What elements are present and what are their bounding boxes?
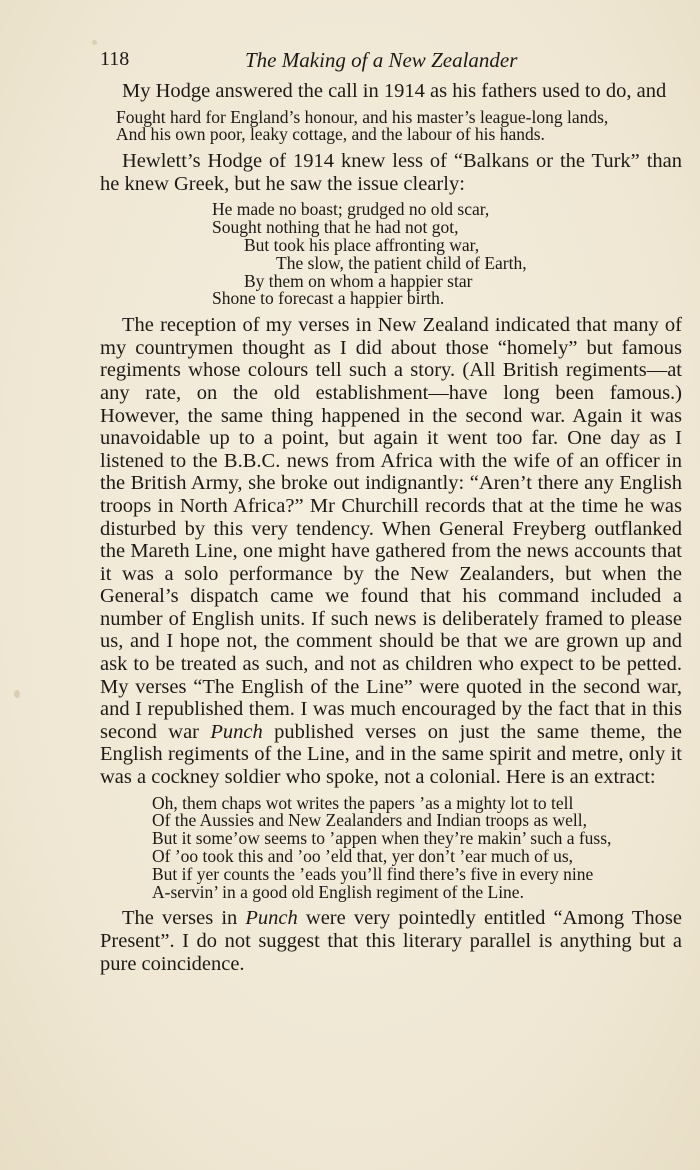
paper-speck (92, 40, 97, 45)
paragraph-hewlett: Hewlett’s Hodge of 1914 knew less of “Balkans or the Turk” than he knew Greek, but he saw the issue clearly: (100, 150, 682, 195)
verse-line: Oh, them chaps wot writes the papers ’as a mighty lot to tell (152, 792, 574, 813)
running-title: The Making of a New Zealander (245, 48, 518, 72)
page-number: 118 (100, 48, 130, 70)
verse-line: And his own poor, leaky cottage, and the labour of his hands. (116, 124, 545, 145)
verse-quote-hodge (100, 106, 682, 145)
verse-line: Fought hard for England’s honour, and his master’s league-long lands, (116, 106, 609, 127)
running-header (100, 48, 680, 76)
paragraph-conclusion (100, 907, 682, 975)
verse-line: Sought nothing that he had not got, (212, 217, 459, 238)
verse-quote-hewlett (100, 201, 682, 308)
verse-line: But took his place affronting war, (244, 234, 480, 255)
verse-line: But it some’ow seems to ’appen when they’re makin’ such a fuss, (152, 828, 612, 849)
page-body (100, 80, 682, 975)
punch-title: Punch (245, 907, 298, 930)
verse-line: The slow, the patient child of Earth, (276, 252, 527, 273)
verse-line: Of the Aussies and New Zealanders and Indian troops as well, (152, 810, 587, 831)
verse-line: By them on whom a happier star (244, 270, 473, 291)
paragraph-text: published verses on just the same theme, the English regiments of the Line, and in the same spirit and metre, only it was a cockney soldier who spoke, not a colonial. Here is an extract: (100, 720, 682, 789)
paragraph-reception (100, 314, 682, 788)
paragraph-hodge: My Hodge answered the call in 1914 as his fathers used to do, and (122, 80, 667, 102)
paragraph-text: were very pointedly entitled “Among Those Present”. I do not suggest that this literary parallel is anything but a pure coincidence. (100, 907, 682, 975)
paper-speck (14, 690, 20, 698)
punch-title: Punch (210, 720, 263, 743)
verse-line: A-servin’ in a good old English regiment of the Line. (152, 881, 524, 902)
verse-line: He made no boast; grudged no old scar, (212, 199, 490, 220)
verse-line: But if yer counts the ’eads you’ll find there’s five in every nine (152, 863, 594, 884)
verse-quote-punch (100, 792, 682, 902)
verse-line: Of ’oo took this and ’oo ’eld that, yer don’t ’ear much of us, (152, 846, 574, 867)
verse-line: Shone to forecast a happier birth. (212, 288, 445, 309)
paragraph-text: The verses in (122, 907, 246, 930)
paragraph-text: The reception of my verses in New Zealand indicated that many of my countrymen thought as I did about those “homely” but famous regiments whose colours tell such a story. (All British regiments—at any rate, on the old establishment—have long been famous.) However, the same thing happened in the second war. Again it was unavoidable up to a point, but again it went too far. One day as I listened to the B.B.C. news from Africa with the wife of an officer in the British Army, she broke out indignantly: “Aren’t there any English troops in North Africa?” Mr Churchill records that at the time he was disturbed by this very tendency. When General Freyberg outflanked the Mareth Line, one might have gathered from the news accounts that it was a solo performance by the New Zealanders, but when the General’s dispatch came we found that his command included a number of English units. If such news is deliberately framed to please us, and I hope not, the comment should be that we are grown up and ask to be treated as such, and not as children who expect to be petted. My verses “The English of the Line” were quoted in the second war, and I republished them. I was much encouraged by the fact that in this second war (100, 314, 682, 743)
